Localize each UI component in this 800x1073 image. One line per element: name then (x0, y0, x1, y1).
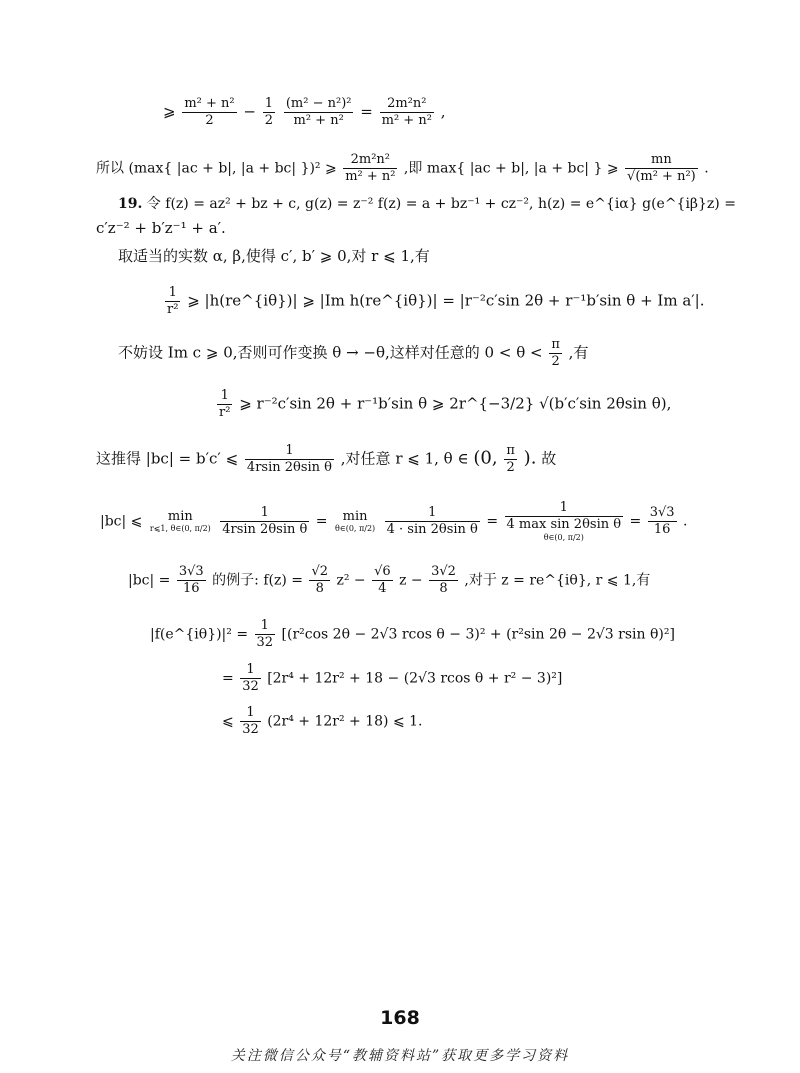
fraction: $\frac{1}{32}$ (242, 662, 259, 694)
text: ,对任意 r ⩽ 1, θ ∈ (340, 449, 469, 468)
problem-number: 19. (118, 196, 143, 212)
equation-line-2 (96, 152, 709, 185)
equation-line-6 (163, 285, 705, 318)
min-operator: min r⩽1, θ∈(0, π/2) (149, 508, 211, 533)
operator: = (315, 513, 328, 530)
page-number: 168 (380, 1007, 420, 1029)
fraction: $\frac{1}{32}$ (242, 705, 259, 737)
text: [2r⁴ + 12r² + 18 − (2√3 rcos θ + r² − 3)²] (267, 670, 563, 687)
text: |bc| ⩽ (100, 513, 143, 530)
text: z − (399, 572, 423, 589)
fraction: $\frac{\text{2m²n²}}{\text{m² + n²}}$ (381, 96, 432, 128)
fraction: $\frac{√2}{8}$ (311, 564, 329, 596)
equation-line-14 (222, 705, 423, 738)
text: z² − (336, 572, 366, 589)
operator: ⩽ (222, 713, 234, 730)
fraction: 1 4 max sin 2θsin θ θ∈(0, π/2) (506, 500, 622, 542)
punctuation: , (440, 102, 446, 121)
text-line-7 (118, 337, 588, 370)
text: 取适当的实数 α, β,使得 c′, b′ ⩾ 0,对 r ⩽ 1,有 (118, 247, 430, 265)
equation-line-1 (163, 96, 445, 129)
fraction: $\frac{√6}{4}$ (374, 564, 391, 596)
fraction: $\frac{mn}{\text{√(m² + n²)}}$ (627, 152, 696, 184)
equation-line-13 (222, 662, 562, 695)
fraction: $\frac{3√3}{16}$ (649, 505, 675, 537)
fraction: $\frac{1}{\text{4rsin 2θsin θ}}$ (222, 505, 308, 537)
operator: = (222, 670, 234, 687)
interval-close: ). (523, 447, 537, 469)
fraction: $\frac{1}{\text{r²}}$ (219, 388, 231, 420)
interval-open: (0, (473, 447, 498, 469)
fraction: $\frac{1}{\text{4rsin 2θsin θ}}$ (246, 443, 332, 475)
text: 这推得 |bc| = b′c′ ⩽ (96, 449, 239, 468)
geq-sign: ⩾ (163, 102, 176, 121)
operator: = (629, 513, 642, 530)
fraction: $\frac{1}{\text{r²}}$ (167, 285, 179, 317)
text: ⩾ r⁻²c′sin 2θ + r⁻¹b′sin θ ⩾ 2r^{−3/2} √(b′c′sin 2θsin θ), (239, 394, 672, 413)
fraction: $\frac{\pi}{2}$ (551, 337, 560, 369)
equation-line-8 (215, 388, 671, 421)
text: c′z⁻² + b′z⁻¹ + a′. (96, 219, 226, 237)
text: 不妨设 Im c ⩾ 0,否则可作变换 θ → −θ,这样对任意的 0 < θ < (118, 343, 543, 362)
text: 故 (541, 449, 557, 468)
fraction: $\frac{\text{2m²n²}}{\text{m² + n²}}$ (345, 152, 396, 184)
text: ,有 (568, 343, 589, 362)
fraction: $\frac{3√3}{16}$ (178, 564, 204, 596)
punctuation: . (682, 513, 688, 530)
fraction: $\frac{3√2}{8}$ (431, 564, 456, 596)
equation-line-11 (128, 564, 650, 597)
text: ,对于 z = re^{iθ}, r ⩽ 1,有 (464, 572, 651, 589)
equation-line-12 (150, 618, 675, 651)
text: 令 f(z) = az² + bz + c, g(z) = z⁻² f(z) = a + bz⁻¹ + cz⁻², h(z) = e^{iα} g(e^{iβ}z) = (142, 196, 736, 212)
text-line-5 (118, 246, 430, 266)
footer-watermark: 关注微信公众号“教辅资料站”获取更多学习资料 (230, 1048, 570, 1064)
min-operator: min θ∈(0, π/2) (334, 508, 376, 533)
text: (2r⁴ + 12r² + 18) ⩽ 1. (267, 713, 423, 730)
problem-19-line-1 (118, 194, 736, 214)
text: [(r²cos 2θ − 2√3 rcos θ − 3)² + (r²sin 2θ − 2√3 rsin θ)²] (281, 626, 675, 643)
text: 所以 (max{ |ac + b|, |a + bc| })² ⩾ (96, 160, 337, 177)
operator: = (486, 513, 499, 530)
operator: − (243, 102, 256, 121)
fraction: $\frac{1}{2}$ (264, 96, 274, 128)
equation-line-10 (100, 500, 687, 543)
punctuation: . (704, 160, 709, 177)
text: 的例子: f(z) = (212, 572, 303, 589)
text: |f(e^{iθ})|² = (150, 626, 249, 643)
fraction: $\frac{1}{\text{4 · sin 2θsin θ}}$ (386, 505, 478, 537)
fraction: $\frac{\text{m² + n²}}{2}$ (184, 96, 235, 128)
fraction: $\frac{1}{32}$ (256, 618, 274, 650)
fraction: $\frac{\pi}{2}$ (506, 443, 515, 475)
fraction: $\frac{\text{(m² − n²)²}}{\text{m² + n²}}$ (285, 96, 352, 128)
text: ⩾ |h(re^{iθ})| ⩾ |Im h(re^{iθ})| = |r⁻²c′sin 2θ + r⁻¹b′sin θ + Im a′|. (187, 291, 705, 310)
problem-19-line-2 (96, 218, 226, 238)
text: |bc| = (128, 572, 171, 589)
text-line-9 (96, 443, 556, 476)
operator: = (360, 102, 373, 121)
text: ,即 max{ |ac + b|, |a + bc| } ⩾ (403, 160, 619, 177)
